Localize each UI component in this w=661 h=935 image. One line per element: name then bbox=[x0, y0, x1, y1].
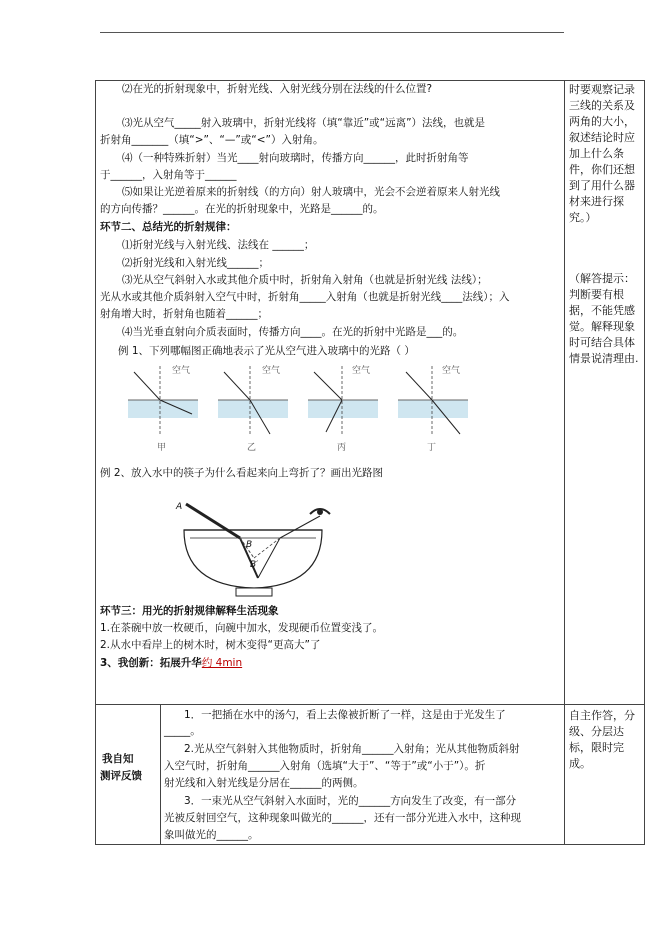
diagram-jia bbox=[128, 366, 198, 434]
time-note: 约 4min bbox=[201, 657, 243, 669]
diagram-label-jia: 甲 bbox=[157, 443, 167, 453]
side-note-top: 时要观察记录三线的关系及两角的大小，叙述结论时应加上什么条件，你们还想到了用什么器材来进行探究。） bbox=[569, 83, 635, 224]
section-2-title: 环节二、总结光的折射规律： bbox=[100, 221, 237, 233]
life-example-2: 2.从水中看岸上的树木时，树木变得“更高大”了 bbox=[100, 639, 321, 651]
test-3-line2: 光被反射回空气，这种现象叫做光的______，还有一部分光进入水中，这种现 bbox=[164, 812, 521, 824]
bowl-diagram bbox=[170, 494, 340, 606]
table-divider-left bbox=[160, 704, 161, 845]
bowl-label-b2: B′ bbox=[250, 560, 259, 570]
air-label-ding: 空气 bbox=[442, 366, 461, 376]
bowl-label-a: A bbox=[176, 502, 183, 512]
test-3-line3: 象叫做光的______。 bbox=[164, 829, 259, 841]
example-2: 例 2、放入水中的筷子为什么看起来向上弯折了？画出光路图 bbox=[100, 467, 384, 479]
test-2-line1: 2.光从空气斜射入其他物质时，折射角______入射角；光从其他物质斜射 bbox=[184, 743, 520, 755]
rule-4: ⑷当光垂直射向介质表面时，传播方向____。在光的折射中光路是___的。 bbox=[122, 326, 464, 338]
refraction-diagrams bbox=[120, 362, 480, 458]
life-example-1: 1.在茶碗中放一枚硬币，向碗中加水，发现硬币位置变浅了。 bbox=[100, 622, 384, 634]
self-test-label-1: 我自知 bbox=[102, 753, 134, 765]
question-3-line2: 折射角_______（填“>”、“—”或“<”）入射角。 bbox=[100, 134, 324, 146]
rule-1: ⑴折射光线与入射光线、法线在 ______； bbox=[122, 239, 315, 251]
air-label-bing: 空气 bbox=[352, 366, 371, 376]
section-3-title: 环节三：用光的折射规律解释生活现象 bbox=[100, 605, 279, 617]
air-label-jia: 空气 bbox=[172, 366, 191, 376]
example-1: 例 1、下列哪幅图正确地表示了光从空气进入玻璃中的光路（ ） bbox=[118, 345, 415, 357]
diagram-bing bbox=[308, 366, 378, 434]
question-2: ⑵在光的折射现象中，折射光线、入射光线分别在法线的什么位置? bbox=[122, 83, 433, 95]
header-rule bbox=[100, 32, 564, 33]
question-4-line2: 于______，入射角等于______ bbox=[100, 169, 237, 181]
test-2-line3: 射光线和入射光线是分居在______的两侧。 bbox=[164, 777, 364, 789]
test-1-line2: _____。 bbox=[164, 725, 201, 737]
air-label-yi: 空气 bbox=[262, 366, 281, 376]
test-3-line1: 3．一束光从空气斜射入水面时，光的______方向发生了改变，有一部分 bbox=[184, 795, 517, 807]
rule-2: ⑵折射光线和入射光线______； bbox=[122, 257, 269, 269]
test-2-line2: 入空气时，折射角______入射角（选填“大于”、“等于”或“小于”）。折 bbox=[164, 760, 486, 772]
question-5-line1: ⑸如果让光逆着原来的折射线（的方向）射人玻璃中，光会不会逆着原来人射光线 bbox=[122, 186, 500, 198]
diagram-label-bing: 丙 bbox=[337, 443, 347, 453]
rule-3-line3: 射角增大时，折射角也随着______； bbox=[100, 308, 268, 320]
bowl-label-b: B bbox=[246, 540, 253, 550]
diagram-label-yi: 乙 bbox=[247, 443, 257, 453]
rule-3-line2: 光从水或其他介质斜射入空气中时，折射角_____入射角（也就是折射光线____法线）；入 bbox=[100, 291, 510, 303]
question-3-line1: ⑶光从空气_____射入玻璃中，折射光线将（填“靠近”或“远离”）法线，也就是 bbox=[122, 117, 486, 129]
section-4-title bbox=[100, 656, 242, 671]
table-divider-right bbox=[564, 80, 565, 845]
bottom-side-note: 自主作答，分级、分层达标，限时完成。 bbox=[569, 709, 635, 770]
side-note-hint: （解答提示：判断要有根据，不能凭感觉。解释现象时可结合具体情景说清理由. bbox=[569, 272, 639, 365]
self-test-label-2: 测评反馈 bbox=[100, 770, 142, 782]
diagram-ding bbox=[398, 366, 468, 434]
diagram-label-ding: 丁 bbox=[427, 443, 437, 453]
question-4-line1: ⑷（一种特殊折射）当光____射向玻璃时，传播方向______，此时折射角等 bbox=[122, 152, 469, 164]
table-divider-row bbox=[95, 704, 645, 705]
diagram-yi bbox=[218, 366, 288, 434]
question-5-line2: 的方向传播？______。在光的折射现象中，光路是______的。 bbox=[100, 203, 384, 215]
rule-3-line1: ⑶光从空气斜射入水或其他介质中时，折射角入射角（也就是折射光线 法线）； bbox=[122, 274, 488, 286]
section-4-label: 3、我创新：拓展升华 bbox=[100, 657, 202, 669]
test-1-line1: 1．一把插在水中的汤勺，看上去像被折断了一样，这是由于光发生了 bbox=[184, 709, 506, 721]
